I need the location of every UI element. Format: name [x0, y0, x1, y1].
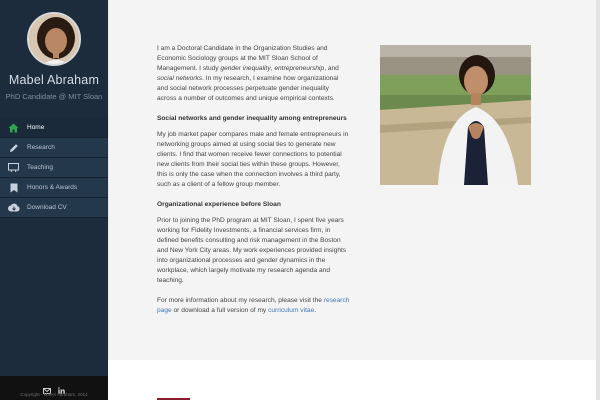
- avatar: [27, 12, 81, 66]
- next-section: [108, 360, 596, 400]
- nav-label-teaching: Teaching: [27, 164, 54, 171]
- profile-photo-image: [380, 45, 531, 185]
- sidebar-nav: [0, 118, 108, 218]
- nav-label-research: Research: [27, 144, 55, 151]
- more-info-paragraph: [157, 296, 350, 316]
- intro-text-4: . In my research, I examine how organizational and social network processes perpetuate gender inequality across a number of outcomes and unique empirical contexts.: [157, 75, 339, 102]
- nav-item-honors[interactable]: [0, 178, 108, 198]
- intro-text-1: I am a Doctoral Candidate in the Organization Studies and Economic Sociology groups at the MIT Sloan School of Management. I study: [157, 45, 328, 72]
- intro-em-gender: gender inequality: [220, 65, 271, 72]
- intro-paragraph: [157, 44, 350, 104]
- nav-label-honors: Honors & Awards: [27, 184, 78, 191]
- nav-item-download-cv[interactable]: [0, 198, 108, 218]
- intro-em-networks: social networks: [157, 75, 203, 82]
- section-text-experience: Prior to joining the PhD program at MIT Sloan, I spent five years working for Fidelity Investments, a financial services firm, in defined benefits consulting and risk management in the Boston and New York City areas. My work experiences provided insights into organizational processes and gender dynamics in the workplace, which largely motivate my research agenda and teaching.: [157, 217, 347, 284]
- bio-text: [157, 44, 350, 326]
- profile-name: Mabel Abraham: [8, 73, 100, 87]
- nav-item-research[interactable]: [0, 138, 108, 158]
- home-icon: [0, 123, 27, 133]
- profile-role: PhD Candidate @ MIT Sloan: [5, 92, 103, 101]
- profile-photo: [380, 45, 531, 185]
- avatar-portrait-image: [29, 14, 81, 66]
- bookmark-icon: [0, 183, 27, 193]
- pencil-icon: [0, 143, 27, 153]
- chalkboard-icon: [0, 163, 27, 172]
- scrollbar[interactable]: [596, 0, 600, 400]
- download-icon: [0, 203, 27, 212]
- sidebar-footer: [0, 376, 108, 400]
- nav-label-download-cv: Download CV: [27, 204, 67, 211]
- intro-text-2: ,: [270, 65, 275, 72]
- research-page-link[interactable]: research page: [157, 297, 350, 314]
- section-heading-networks: Social networks and gender inequality among entrepreneurs: [157, 115, 347, 122]
- intro-text-3: , and: [324, 65, 339, 72]
- more-text-1: For more information about my research, please visit the: [157, 297, 324, 304]
- section-heading-experience: Organizational experience before Sloan: [157, 201, 281, 208]
- nav-label-home: Home: [27, 124, 45, 131]
- curriculum-vitae-link[interactable]: curriculum vitae: [268, 307, 315, 314]
- more-text-2: or download a full version of my: [171, 307, 269, 314]
- intro-em-entrepreneurship: entrepreneurship: [274, 65, 325, 72]
- nav-item-home[interactable]: [0, 118, 108, 138]
- copyright-text: Copyright - Mabel Abraham, 2014: [20, 392, 88, 397]
- section-text-networks: My job market paper compares male and female entrepreneurs in networking groups aimed at using social ties to generate new clients. I find that women receive fewer connections to potential new clients from their social ties within these groups. However, this is only the case when the connection involves a third party, such as a client of a fellow group member.: [157, 131, 349, 188]
- nav-item-teaching[interactable]: [0, 158, 108, 178]
- sidebar: [0, 0, 108, 400]
- more-text-3: .: [314, 307, 317, 314]
